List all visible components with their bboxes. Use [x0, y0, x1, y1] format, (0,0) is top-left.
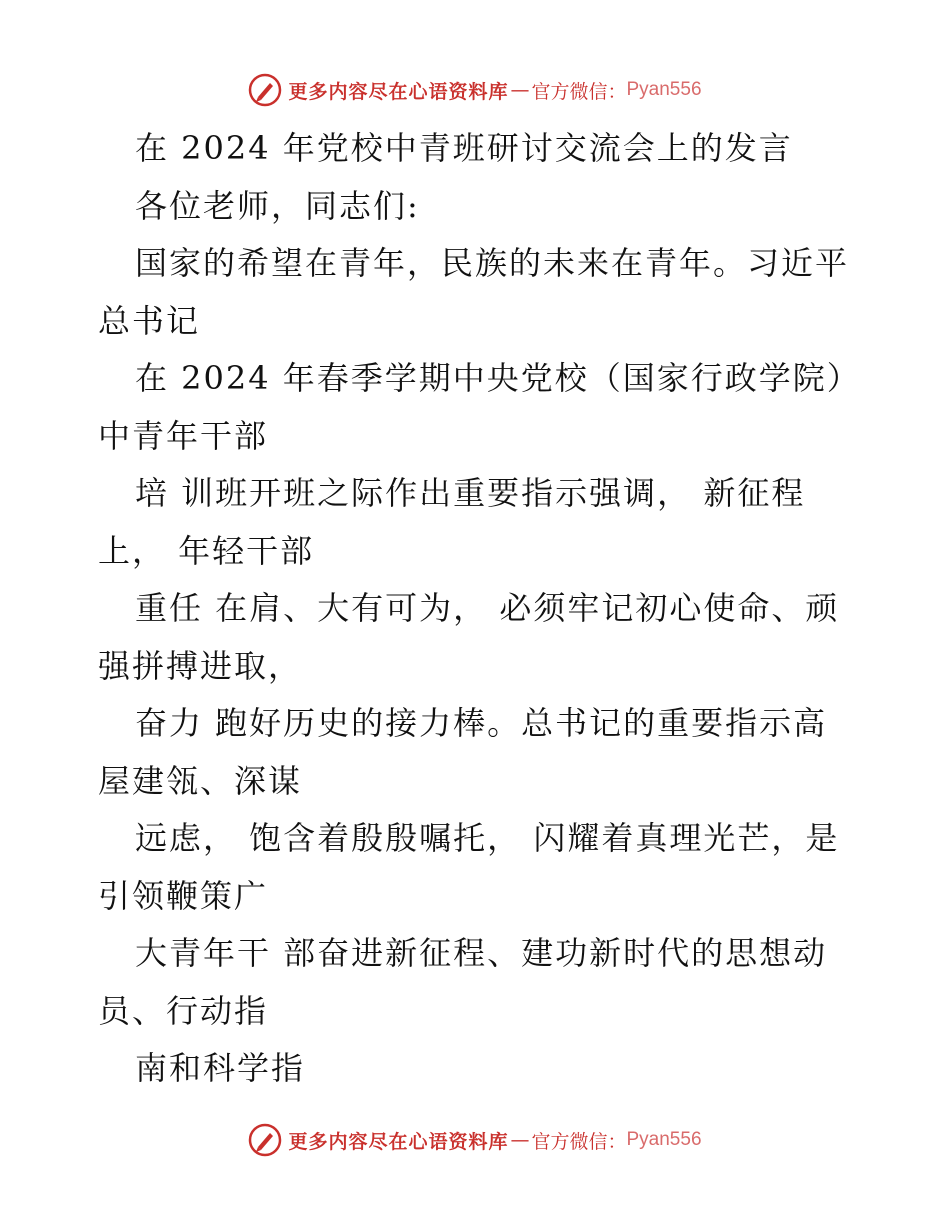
text-line: 在 2024 年春季学期中央党校（国家行政学院）	[135, 359, 861, 397]
text-line: 总书记	[98, 301, 201, 340]
banner-text: 更多内容尽在心语资料库	[288, 80, 509, 103]
banner-dash: —	[510, 79, 530, 101]
footer-watermark-banner	[0, 1120, 950, 1160]
text-line: 中青年干部	[98, 416, 269, 455]
text-line: 在 2024 年党校中青班研讨交流会上的发言	[135, 129, 793, 167]
banner-official-label: 官方微信：	[531, 1130, 627, 1153]
text-line: 引领鞭策广	[98, 876, 269, 915]
text-line: 奋力 跑好历史的接力棒。总书记的重要指示高	[135, 704, 828, 742]
text-line: 强拼搏进取，	[98, 646, 303, 685]
text-line: 上， 年轻干部	[98, 531, 315, 570]
text-line: 大青年干 部奋进新征程、建功新时代的思想动	[135, 934, 828, 972]
text-line: 各位老师，同志们:	[135, 186, 420, 225]
pen-logo-icon	[248, 73, 282, 107]
banner-dash: —	[510, 1129, 530, 1151]
text-line: 南和科学指	[135, 1049, 306, 1087]
banner-text: 更多内容尽在心语资料库	[288, 1130, 509, 1153]
text-line: 屋建瓴、深谋	[98, 761, 303, 800]
text-line: 员、行动指	[98, 991, 269, 1030]
banner-wechat-id: Pyan556	[626, 1129, 702, 1150]
text-line: 远虑， 饱含着殷殷嘱托， 闪耀着真理光芒，是	[135, 819, 840, 857]
banner-wechat-id: Pyan556	[626, 79, 702, 100]
document-body	[98, 120, 861, 1098]
banner-official-label: 官方微信：	[531, 80, 627, 103]
header-watermark-banner	[0, 70, 950, 110]
pen-logo-icon	[248, 1123, 282, 1157]
text-line: 国家的希望在青年，民族的未来在青年。习近平	[135, 244, 850, 282]
text-line: 培 训班开班之际作出重要指示强调， 新征程	[135, 474, 806, 512]
text-line: 重任 在肩、大有可为， 必须牢记初心使命、顽	[135, 589, 840, 627]
